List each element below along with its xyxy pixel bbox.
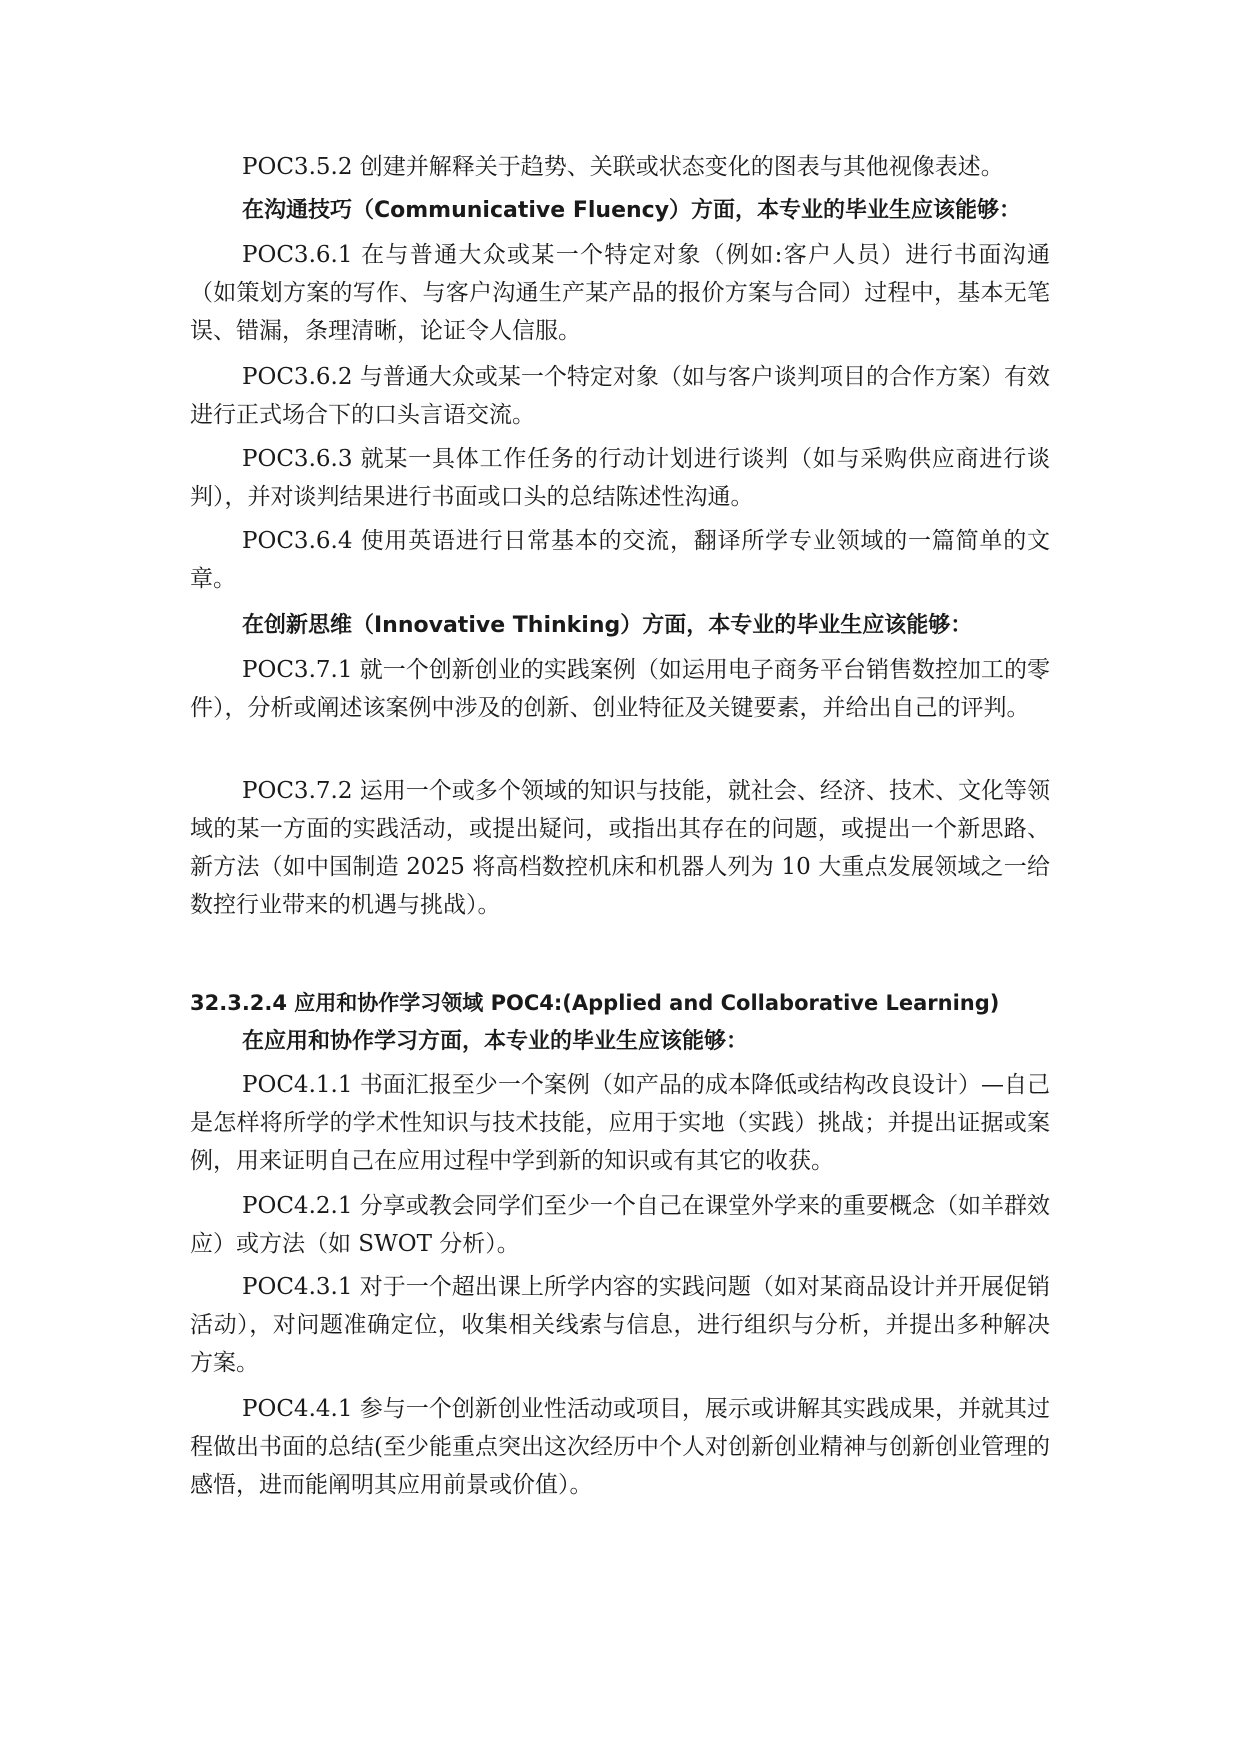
section-heading-poc4: 32.3.2.4 应用和协作学习领域 POC4:(Applied and Collaborative Learning): [190, 991, 1000, 1015]
paragraph-poc3-6-1: POC3.6.1 在与普通大众或某一个特定对象（例如:客户人员）进行书面沟通（如策划方案的写作、与客户沟通生产某产品的报价方案与合同）过程中，基本无笔误、错漏，条理清晰，论证令人信服。: [190, 242, 1050, 344]
paragraph-poc3-6-4: POC3.6.4 使用英语进行日常基本的交流，翻译所学专业领域的一篇简单的文章。: [190, 528, 1050, 592]
paragraph-poc4-3-1: POC4.3.1 对于一个超出课上所学内容的实践问题（如对某商品设计并开展促销活动），对问题准确定位，收集相关线索与信息，进行组织与分析，并提出多种解决方案。: [190, 1274, 1050, 1376]
paragraph-poc4-1-1: POC4.1.1 书面汇报至少一个案例（如产品的成本降低或结构改良设计）—自己是怎样将所学的学术性知识与技术技能，应用于实地（实践）挑战；并提出证据或案例，用来证明自己在应用过程中学到新的知识或有其它的收获。: [190, 1072, 1050, 1174]
paragraph-poc3-5-2: POC3.5.2 创建并解释关于趋势、关联或状态变化的图表与其他视像表述。: [242, 154, 1004, 180]
paragraph-poc3-6-3: POC3.6.3 就某一具体工作任务的行动计划进行谈判（如与采购供应商进行谈判），并对谈判结果进行书面或口头的总结陈述性沟通。: [190, 446, 1050, 510]
paragraph-poc3-7-2: POC3.7.2 运用一个或多个领域的知识与技能，就社会、经济、技术、文化等领域的某一方面的实践活动，或提出疑问，或指出其存在的问题，或提出一个新思路、新方法（如中国制造 2025 将高档数控机床和机器人列为 10 大重点发展领域之一给数控行业带来的机遇与挑战）。: [190, 778, 1050, 918]
paragraph-poc3-6-2: POC3.6.2 与普通大众或某一个特定对象（如与客户谈判项目的合作方案）有效进行正式场合下的口头言语交流。: [190, 364, 1050, 428]
section-intro-applied-learning: 在应用和协作学习方面，本专业的毕业生应该能够：: [242, 1029, 749, 1054]
paragraph-poc4-2-1: POC4.2.1 分享或教会同学们至少一个自己在课堂外学来的重要概念（如羊群效应）或方法（如 SWOT 分析）。: [190, 1193, 1050, 1257]
section-intro-innovative-thinking: 在创新思维（Innovative Thinking）方面，本专业的毕业生应该能够：: [242, 613, 973, 638]
paragraph-poc3-7-1: POC3.7.1 就一个创新创业的实践案例（如运用电子商务平台销售数控加工的零件），分析或阐述该案例中涉及的创新、创业特征及关键要素，并给出自己的评判。: [190, 657, 1050, 721]
section-intro-communicative-fluency: 在沟通技巧（Communicative Fluency）方面，本专业的毕业生应该能够：: [242, 198, 1022, 223]
paragraph-poc4-4-1: POC4.4.1 参与一个创新创业性活动或项目，展示或讲解其实践成果，并就其过程做出书面的总结(至少能重点突出这次经历中个人对创新创业精神与创新创业管理的感悟，进而能阐明其应用前景或价值）。: [190, 1396, 1050, 1498]
